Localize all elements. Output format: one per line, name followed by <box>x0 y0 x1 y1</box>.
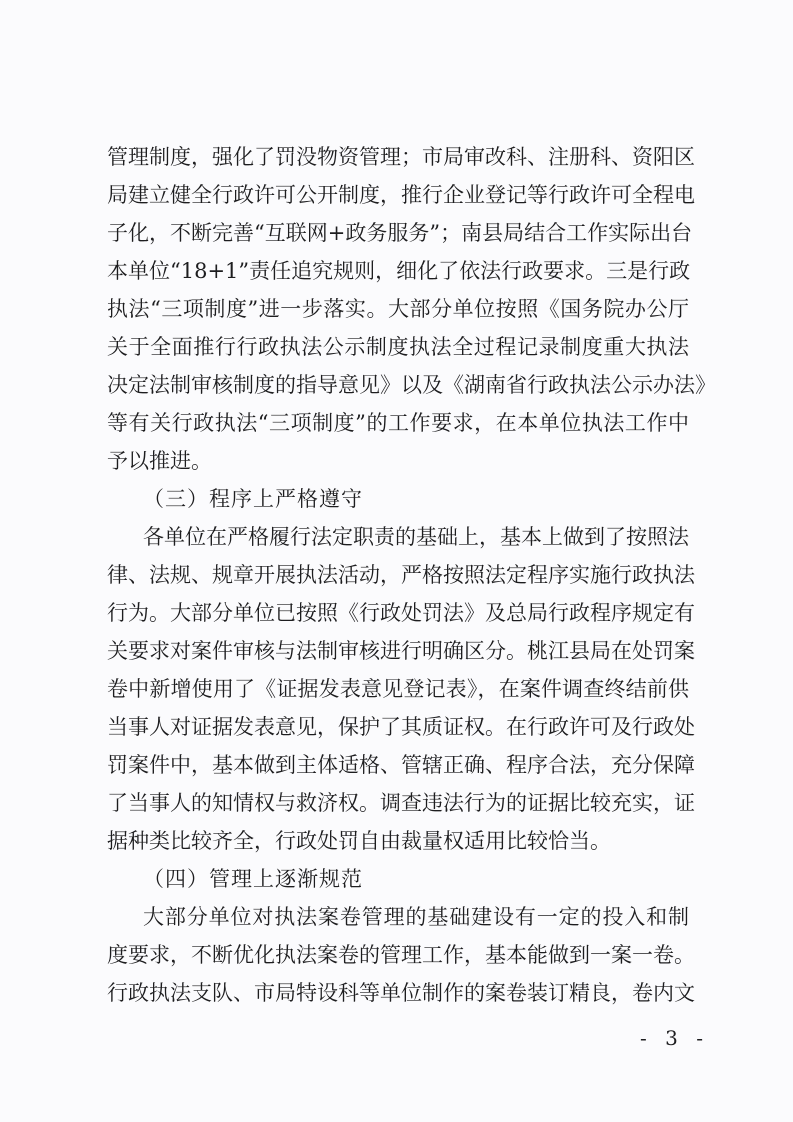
body-text-line: 了当事人的知情权与救济权。调查违法行为的证据比较充实，证 <box>107 791 695 815</box>
body-text-line: 据种类比较齐全，行政处罚自由裁量权适用比较恰当。 <box>107 829 611 853</box>
body-text-line: 执法“三项制度”进一步落实。大部分单位按照《国务院办公厅 <box>107 297 689 321</box>
body-text-line: 等有关行政执法“三项制度”的工作要求，在本单位执法工作中 <box>107 411 689 435</box>
body-text-line: 罚案件中，基本做到主体适格、管辖正确、程序合法，充分保障 <box>107 753 695 777</box>
body-text-line: 关要求对案件审核与法制审核进行明确区分。桃江县局在处罚案 <box>107 639 695 663</box>
body-text-line: 关于全面推行行政执法公示制度执法全过程记录制度重大执法 <box>107 335 689 359</box>
section-heading: （四）管理上逐渐规范 <box>143 867 363 891</box>
body-text-line: 行为。大部分单位已按照《行政处罚法》及总局行政程序规定有 <box>107 601 695 625</box>
section-heading: （三）程序上严格遵守 <box>143 487 363 511</box>
body-text-line: 管理制度，强化了罚没物资管理；市局审改科、注册科、资阳区 <box>107 145 695 169</box>
body-text-line: 本单位“18+1”责任追究规则，细化了依法行政要求。三是行政 <box>107 259 691 283</box>
body-text-line: 大部分单位对执法案卷管理的基础建设有一定的投入和制 <box>143 905 689 929</box>
body-text-line: 律、法规、规章开展执法活动，严格按照法定程序实施行政执法 <box>107 563 695 587</box>
body-text-line: 局建立健全行政许可公开制度，推行企业登记等行政许可全程电 <box>107 183 695 207</box>
body-text-line: 度要求，不断优化执法案卷的管理工作，基本能做到一案一卷。 <box>107 943 695 967</box>
body-text-line: 行政执法支队、市局特设科等单位制作的案卷装订精良，卷内文 <box>107 981 695 1005</box>
body-text-line: 予以推进。 <box>107 449 212 473</box>
body-text-line: 卷中新增使用了《证据发表意见登记表》，在案件调查终结前供 <box>107 677 689 701</box>
body-text-line: 当事人对证据发表意见，保护了其质证权。在行政许可及行政处 <box>107 715 695 739</box>
body-text-line: 子化，不断完善“互联网+政务服务”；南县局结合工作实际出台 <box>107 221 693 245</box>
page-number: - 3 - <box>640 1026 709 1050</box>
body-text-line: 决定法制审核制度的指导意见》以及《湖南省行政执法公示办法》 <box>107 373 716 397</box>
body-text-line: 各单位在严格履行法定职责的基础上，基本上做到了按照法 <box>143 525 689 549</box>
